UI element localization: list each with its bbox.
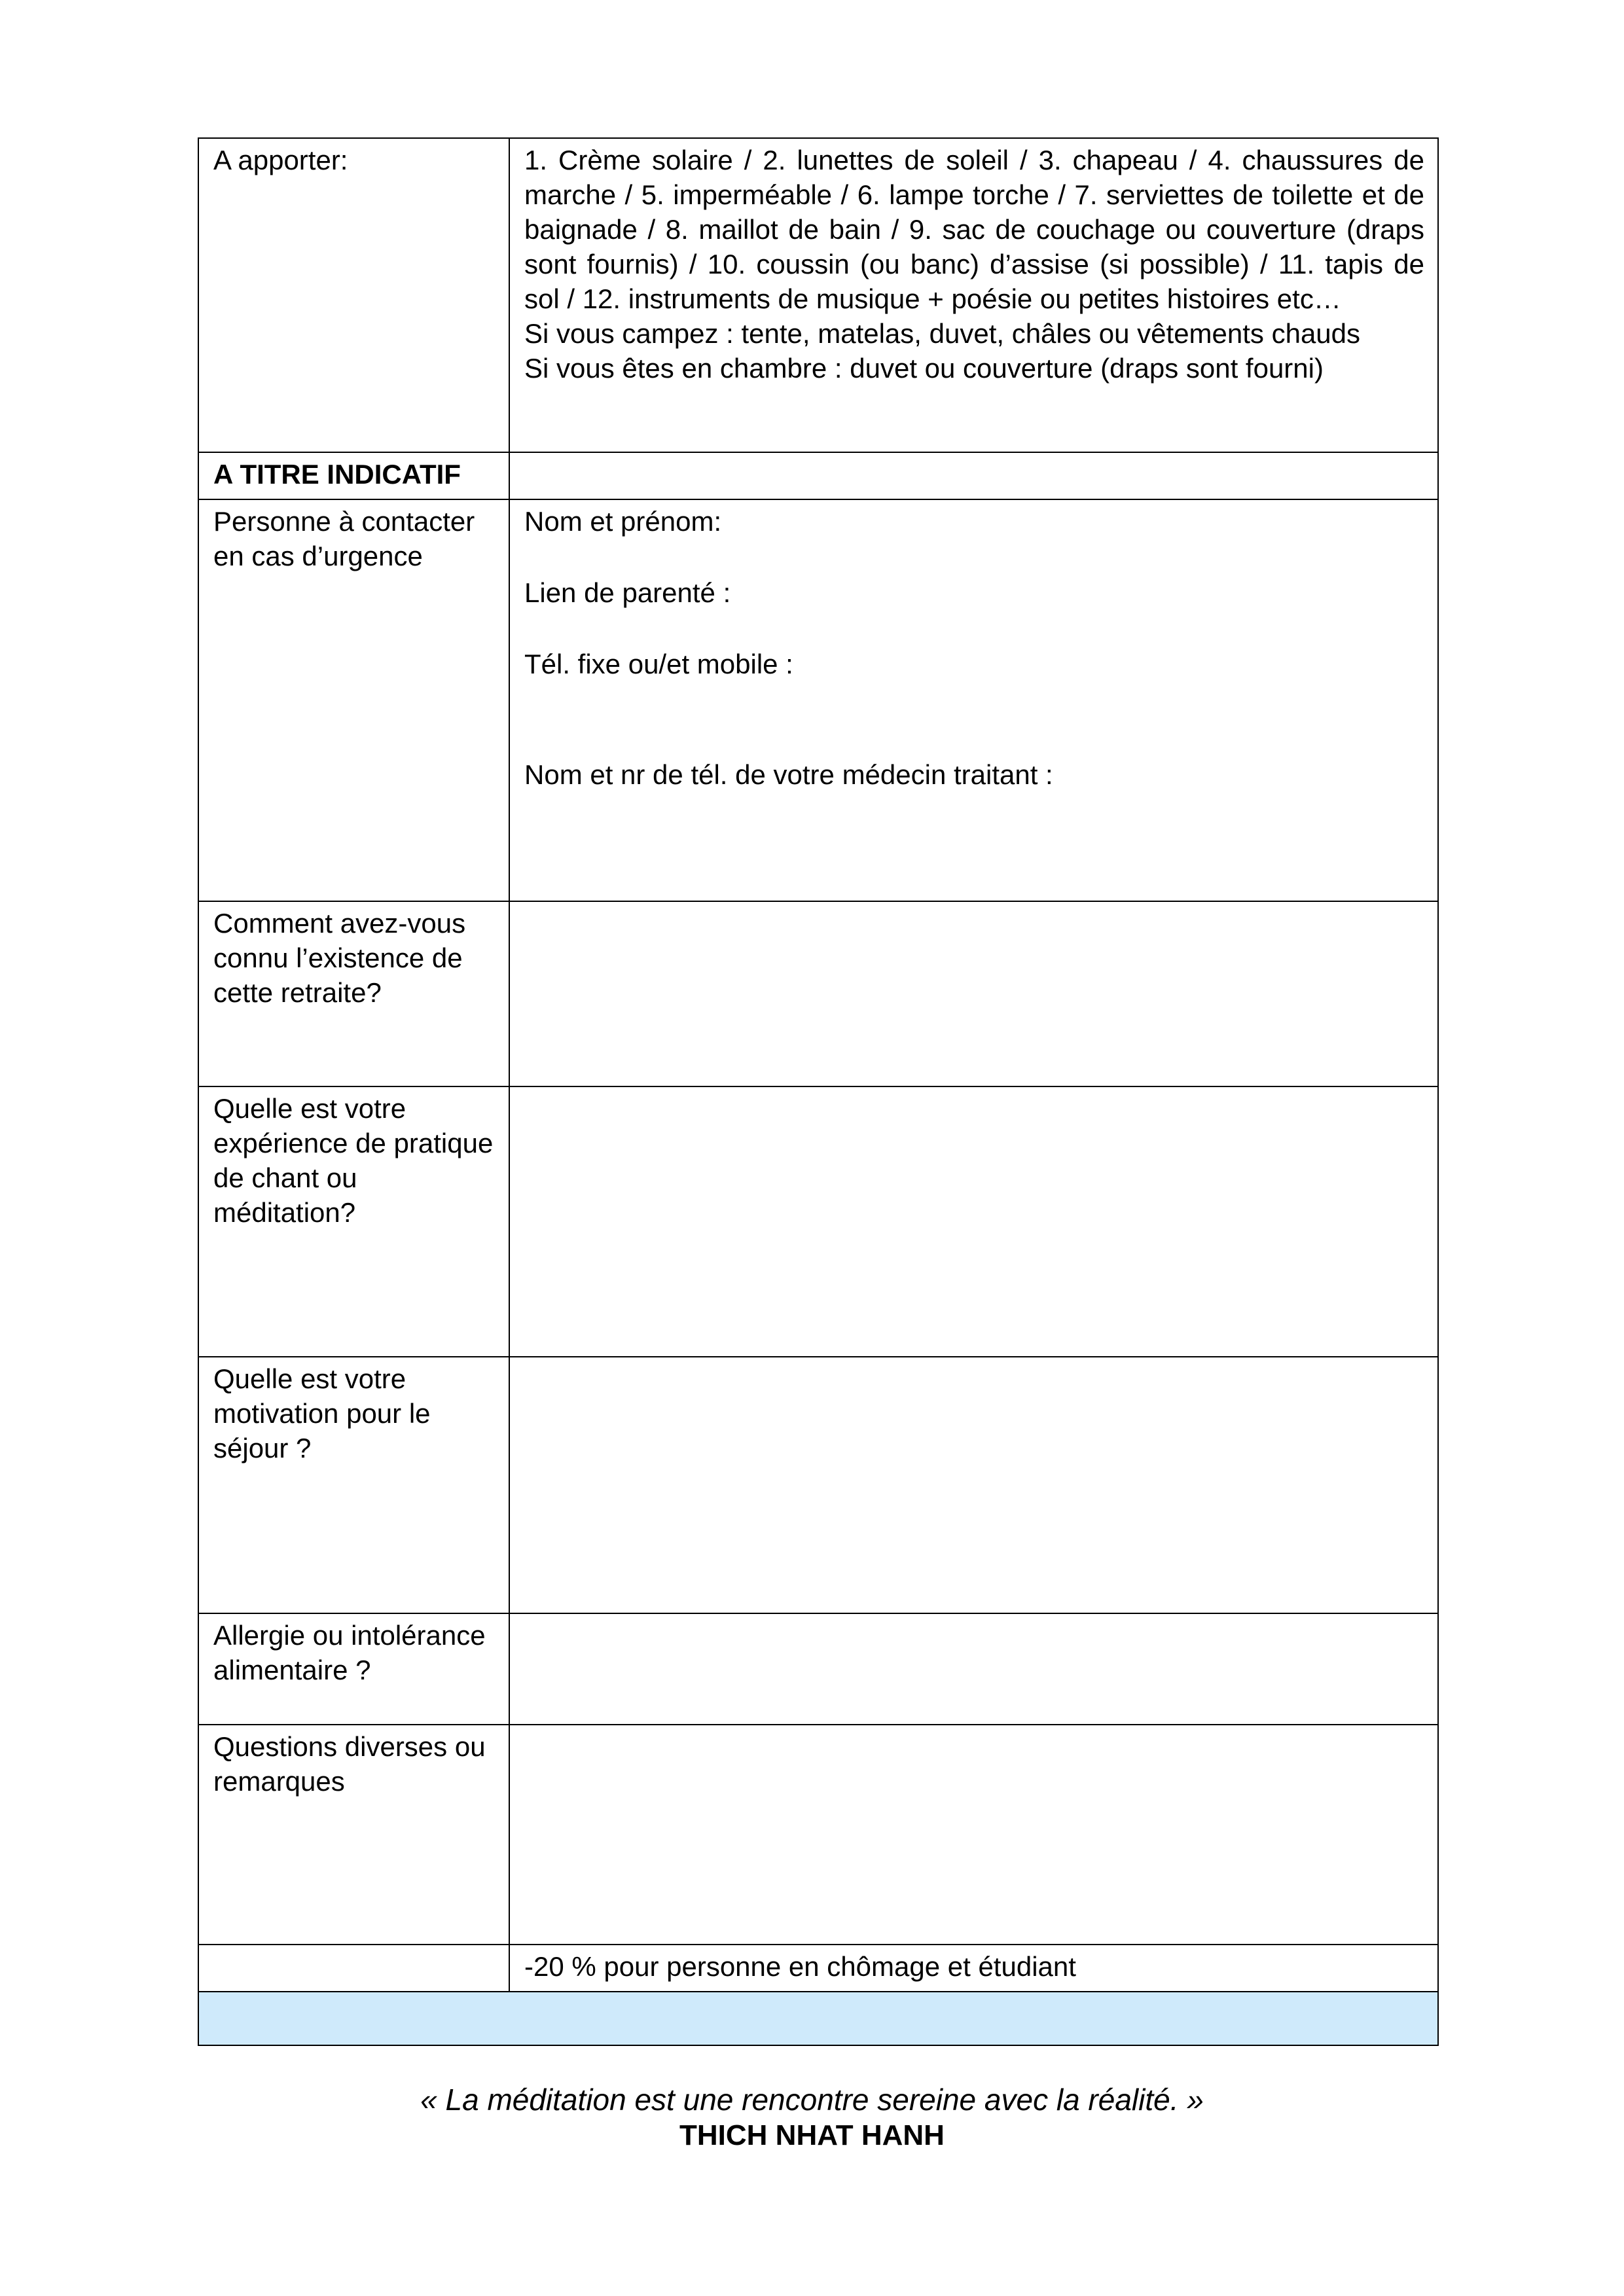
apporter-label: A apporter: <box>213 145 348 175</box>
registration-form-table <box>198 137 1439 2046</box>
contact-relation-field: Lien de parenté : <box>524 577 731 608</box>
motivation-label-cell <box>198 1357 509 1613</box>
row-questions <box>198 1725 1438 1945</box>
row-blue-band <box>198 1992 1438 2045</box>
contact-value-cell[interactable] <box>509 499 1438 901</box>
section-header-cell <box>198 452 509 499</box>
row-how-known <box>198 901 1438 1086</box>
questions-label: Questions diverses ou remarques <box>213 1731 486 1797</box>
apporter-value-cell <box>509 138 1438 452</box>
section-header-empty-cell <box>509 452 1438 499</box>
row-experience <box>198 1086 1438 1357</box>
questions-answer-cell[interactable] <box>509 1725 1438 1945</box>
row-motivation <box>198 1357 1438 1613</box>
row-section-header <box>198 452 1438 499</box>
allergy-answer-cell[interactable] <box>509 1613 1438 1725</box>
how-known-label-cell <box>198 901 509 1086</box>
row-apporter <box>198 138 1438 452</box>
contact-doctor-field: Nom et nr de tél. de votre médecin traitant : <box>524 759 1053 790</box>
how-known-answer-cell[interactable] <box>509 901 1438 1086</box>
motivation-answer-cell[interactable] <box>509 1357 1438 1613</box>
footer-quote: « La méditation est une rencontre sereine avec la réalité. » <box>420 2083 1204 2117</box>
experience-label-cell <box>198 1086 509 1357</box>
contact-phone-field: Tél. fixe ou/et mobile : <box>524 649 793 679</box>
row-allergy <box>198 1613 1438 1725</box>
apporter-label-cell <box>198 138 509 452</box>
experience-answer-cell[interactable] <box>509 1086 1438 1357</box>
footer-author: THICH NHAT HANH <box>679 2119 945 2151</box>
questions-label-cell <box>198 1725 509 1945</box>
section-header: A TITRE INDICATIF <box>213 459 461 490</box>
experience-label: Quelle est votre expérience de pratique de chant ou méditation? <box>213 1093 494 1228</box>
apporter-chambre-text: Si vous êtes en chambre : duvet ou couverture (draps sont fourni) <box>524 353 1324 384</box>
how-known-label: Comment avez-vous connu l’existence de cette retraite? <box>213 908 466 1008</box>
blue-band-cell <box>198 1992 1438 2045</box>
apporter-camping-text: Si vous campez : tente, matelas, duvet, châles ou vêtements chauds <box>524 318 1361 349</box>
allergy-label: Allergie ou intolérance alimentaire ? <box>213 1620 486 1685</box>
discount-text: -20 % pour personne en chômage et étudiant <box>524 1951 1076 1982</box>
apporter-items-text: 1. Crème solaire / 2. lunettes de soleil / 3. chapeau / 4. chaussures de marche / 5. imperméable / 6. lampe torche / 7. serviettes de toilette et de baignade / 8. maillot de bain / 9. sac de couchage ou couverture (draps sont fournis) / 10. coussin (ou banc) d’assise (si possible) / 11. tapis de sol / 12. instruments de musique + poésie ou petites histoires etc… <box>524 145 1424 314</box>
row-contact <box>198 499 1438 901</box>
motivation-label: Quelle est votre motivation pour le séjour ? <box>213 1363 431 1463</box>
discount-cell <box>509 1945 1438 1992</box>
discount-empty-cell <box>198 1945 509 1992</box>
contact-label-cell <box>198 499 509 901</box>
row-discount <box>198 1945 1438 1992</box>
contact-label: Personne à contacter en cas d’urgence <box>213 506 475 571</box>
allergy-label-cell <box>198 1613 509 1725</box>
contact-name-field: Nom et prénom: <box>524 506 722 537</box>
footer <box>0 2081 1624 2153</box>
